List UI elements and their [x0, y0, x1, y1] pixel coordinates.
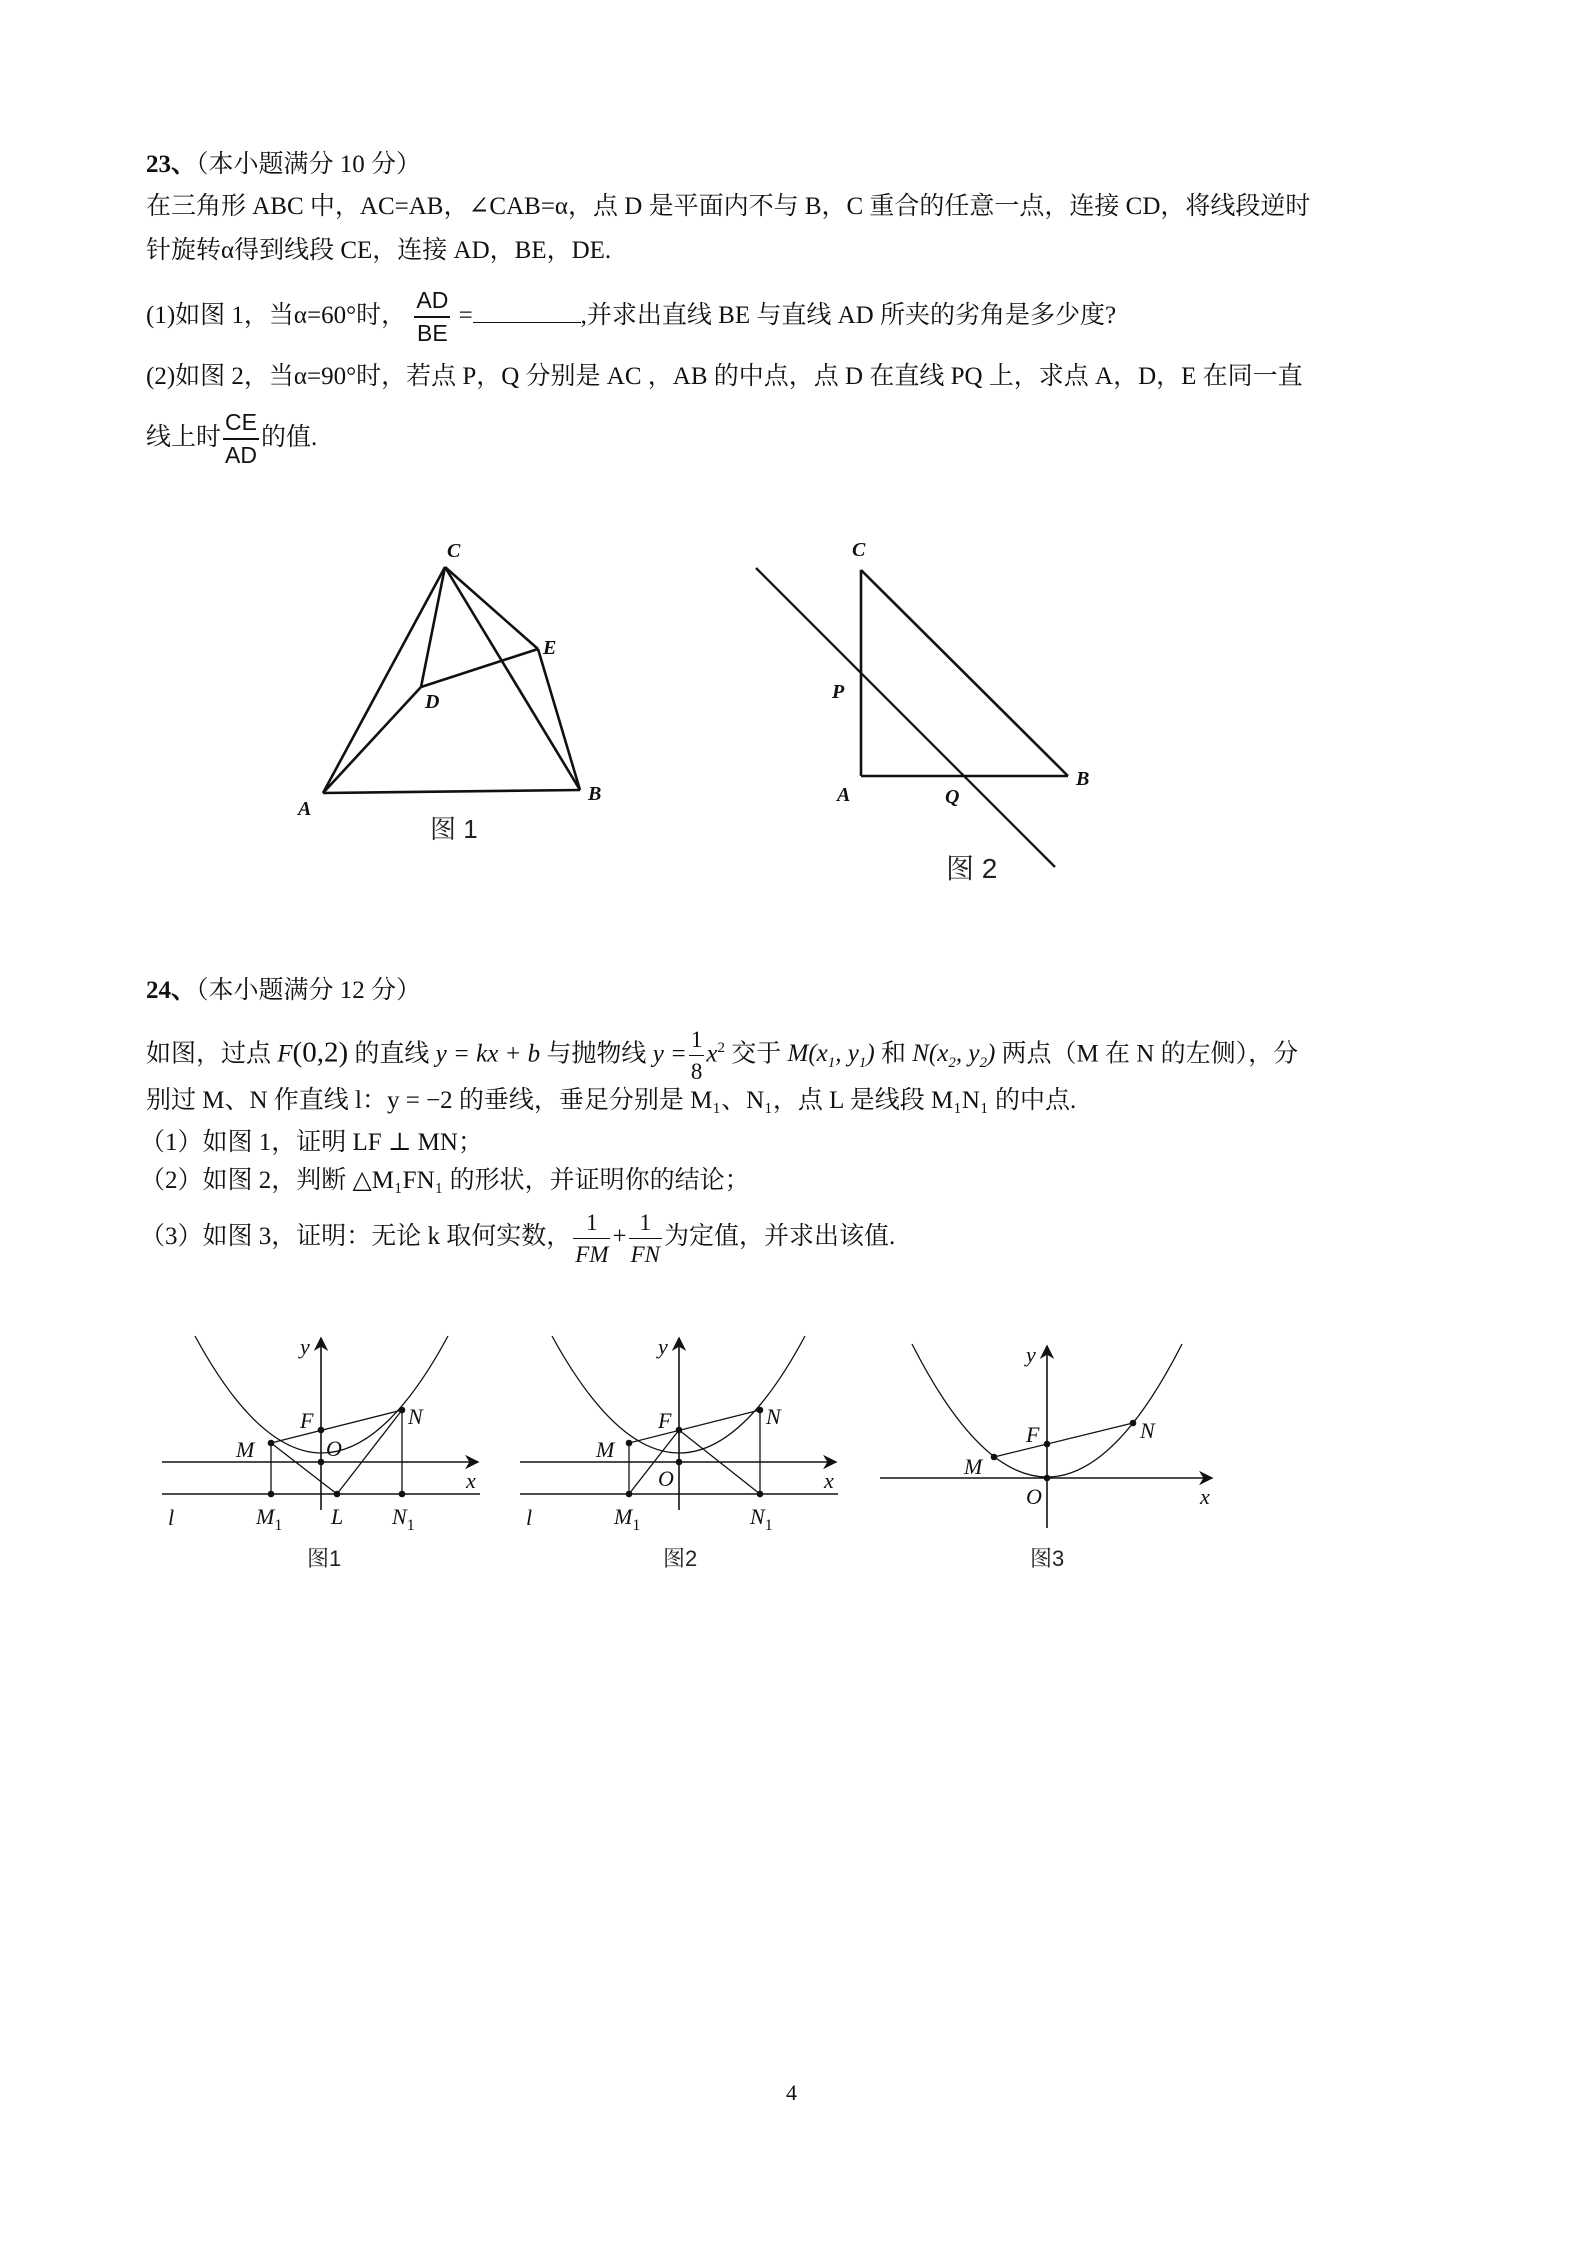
q24-part1: （1）如图 1，证明 LF ⊥ MN；	[140, 1129, 483, 1156]
text: N(x	[912, 1040, 949, 1068]
q24-stem-line2: 别过 M、N 作直线 l：y = −2 的垂线，垂足分别是 M₁、N₁，点 L 是线段 M₁N₁ 的中点.	[146, 1087, 1077, 1114]
text: 和	[874, 1040, 913, 1068]
q23-part2-suffix: 的值.	[260, 424, 318, 451]
point-F: F	[277, 1040, 293, 1068]
point-O	[318, 1459, 325, 1466]
q24-part2: （2）如图 2，判断 △M₁FN₁ 的形状，并证明你的结论；	[140, 1167, 750, 1194]
q23-number: 23、	[146, 151, 197, 178]
point-N	[1130, 1420, 1137, 1427]
point-N1	[399, 1491, 406, 1498]
label-N1	[749, 1504, 773, 1534]
page-number: 4	[786, 2080, 797, 2105]
q23-stem-line2: 针旋转α得到线段 CE，连接 AD，BE，DE.	[146, 237, 612, 264]
plus-sign: +	[612, 1223, 627, 1250]
point-O	[1044, 1475, 1051, 1482]
label-C: C	[447, 540, 461, 562]
point-N-coords	[912, 1040, 996, 1072]
label-L: L	[331, 1504, 344, 1529]
point-F	[676, 1427, 683, 1434]
label-O: O	[1026, 1484, 1042, 1509]
subscript: 1	[858, 1055, 867, 1072]
text: , y	[835, 1040, 859, 1068]
label-sub: 1	[274, 1517, 283, 1534]
label-text: M	[256, 1504, 275, 1529]
label-O: O	[326, 1436, 342, 1461]
fraction-1-over-FN	[629, 1211, 662, 1266]
text: 两点（M 在 N 的左侧），分	[995, 1040, 1299, 1068]
q23-part2-prefix: 线上时	[146, 424, 222, 451]
segment-BE	[538, 649, 580, 790]
label-l: l	[168, 1505, 175, 1530]
label-y: y	[658, 1334, 668, 1359]
label-M1	[613, 1504, 640, 1534]
label-sub: 1	[406, 1517, 415, 1534]
point-M-coords	[787, 1040, 875, 1072]
point-F-coords: (0,2)	[292, 1036, 349, 1069]
point-M	[626, 1440, 633, 1447]
q23-part2-line2	[146, 408, 317, 468]
label-M1	[255, 1504, 282, 1534]
q24-figure-3	[860, 1320, 1240, 1580]
q24-header	[146, 976, 421, 1006]
fraction-denominator: AD	[225, 442, 257, 469]
label-N: N	[1140, 1418, 1155, 1443]
label-N: N	[766, 1404, 781, 1429]
text: )	[986, 1040, 996, 1068]
q24-number: 24、	[146, 977, 197, 1004]
q23-part2-line1: (2)如图 2，当α=90°时，若点 P，Q 分别是 AC ，AB 的中点，点 D 在直线 PQ 上，求点 A，D，E 在同一直	[146, 363, 1303, 390]
subscript: 2	[948, 1055, 956, 1072]
point-F	[1044, 1441, 1051, 1448]
label-x: x	[1200, 1484, 1210, 1509]
q23-figure-2	[740, 520, 1120, 890]
text: （3）如图 3，证明：无论 k 取何实数，	[140, 1223, 572, 1250]
line-equation: y = kx + b	[435, 1040, 541, 1068]
label-x: x	[466, 1468, 476, 1493]
segment-CD	[421, 567, 445, 687]
label-N1	[391, 1504, 415, 1534]
figure-caption: 图 2	[946, 853, 998, 884]
point-M1	[626, 1491, 633, 1498]
subscript: 1	[827, 1055, 836, 1072]
q23-part1-prefix: (1)如图 1，当α=60°时，	[146, 302, 407, 329]
segment-NL	[337, 1410, 402, 1494]
label-text: N	[392, 1504, 407, 1529]
text: M(x	[787, 1040, 828, 1068]
segment-CB	[445, 567, 580, 790]
q23-stem-line1: 在三角形 ABC 中，AC=AB，∠CAB=α，点 D 是平面内不与 B，C 重合的任意一点，连接 CD，将线段逆时	[146, 193, 1311, 220]
label-D: D	[425, 691, 440, 713]
label-A: A	[837, 784, 851, 806]
segment-AC	[323, 567, 445, 793]
segment-CB	[861, 570, 1068, 776]
fraction-numerator: 1	[689, 1028, 705, 1056]
label-Q: Q	[945, 786, 960, 808]
label-y: y	[300, 1334, 310, 1359]
q24-part3	[140, 1206, 895, 1268]
figure-caption: 图2	[663, 1546, 698, 1571]
label-text: M	[614, 1504, 633, 1529]
q23-part2-fraction	[223, 411, 259, 467]
point-M1	[268, 1491, 275, 1498]
label-B: B	[588, 783, 602, 805]
q23-score: （本小题满分 10 分）	[196, 151, 422, 178]
text: )	[866, 1040, 875, 1068]
label-M: M	[964, 1454, 983, 1479]
q23-header	[146, 150, 421, 180]
q24-score: （本小题满分 12 分）	[196, 977, 422, 1004]
text: 的直线	[348, 1040, 436, 1068]
fraction-denominator: 8	[690, 1059, 703, 1085]
q23-part1-equals: =	[458, 302, 473, 329]
point-M	[991, 1454, 998, 1461]
text: 与抛物线	[540, 1040, 653, 1068]
segment-AB	[323, 790, 580, 793]
text: , y	[955, 1040, 980, 1068]
label-E: E	[543, 637, 557, 659]
segment-CE	[445, 567, 538, 649]
q24-stem-line1	[146, 1018, 1298, 1093]
parabola-coefficient	[689, 1028, 705, 1083]
fraction-numerator: AD	[414, 289, 450, 318]
answer-blank[interactable]	[473, 300, 581, 323]
q23-part1	[146, 286, 1116, 346]
fraction-1-over-FM	[573, 1211, 610, 1266]
label-text: N	[750, 1504, 765, 1529]
point-N	[757, 1407, 764, 1414]
exponent: 2	[717, 1040, 726, 1056]
label-x: x	[824, 1468, 834, 1493]
point-L	[334, 1491, 341, 1498]
label-y: y	[1026, 1342, 1036, 1367]
label-N: N	[408, 1404, 423, 1429]
q23-figure-1	[280, 520, 620, 860]
parabola-rhs: x	[706, 1040, 718, 1068]
q23-part1-suffix: ,并求出直线 BE 与直线 AD 所夹的劣角是多少度?	[580, 302, 1117, 329]
point-M	[268, 1440, 275, 1447]
point-N1	[757, 1491, 764, 1498]
q23-part1-fraction	[414, 289, 450, 345]
label-C: C	[852, 539, 866, 561]
label-M: M	[236, 1437, 255, 1462]
label-F: F	[300, 1408, 314, 1433]
label-O: O	[658, 1466, 674, 1491]
point-F	[318, 1427, 325, 1434]
text: 交于	[725, 1040, 788, 1068]
parabola-lhs: y =	[652, 1040, 687, 1068]
fraction-denominator: BE	[416, 320, 448, 347]
text: 如图，过点	[146, 1040, 278, 1068]
fraction-denominator: FM	[575, 1241, 609, 1267]
text: 为定值，并求出该值.	[663, 1223, 896, 1250]
fraction-denominator: FN	[630, 1241, 660, 1267]
subscript: 2	[979, 1055, 987, 1072]
q24-figure-2	[500, 1320, 850, 1580]
figure-caption: 图3	[1030, 1546, 1065, 1571]
figure-caption: 图1	[307, 1546, 342, 1571]
label-F: F	[1026, 1422, 1040, 1447]
fraction-numerator: 1	[629, 1211, 662, 1239]
label-F: F	[658, 1408, 672, 1433]
label-sub: 1	[764, 1517, 773, 1534]
segment-MN	[994, 1423, 1133, 1457]
label-l: l	[526, 1505, 533, 1530]
fraction-numerator: 1	[573, 1211, 610, 1239]
figure-caption: 图 1	[430, 814, 478, 844]
q24-figure-1	[150, 1320, 500, 1580]
segment-DE	[421, 649, 538, 687]
fraction-numerator: CE	[223, 411, 259, 440]
label-P: P	[832, 681, 845, 703]
label-B: B	[1076, 768, 1090, 790]
label-A: A	[298, 798, 312, 820]
segment-MN	[629, 1410, 760, 1443]
label-M: M	[596, 1437, 615, 1462]
label-sub: 1	[632, 1517, 641, 1534]
point-O	[676, 1459, 683, 1466]
point-N	[399, 1407, 406, 1414]
